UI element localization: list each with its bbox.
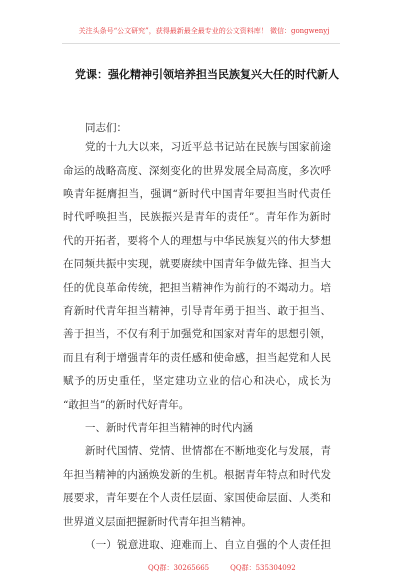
page-header-notice: 关注头条号“公文研究”，获得最新最全最专业的公文资料库！ 微信：gongwenyj (78, 27, 330, 35)
qq-group-1: QQ群：30265665 (148, 564, 210, 572)
page-footer (148, 561, 296, 575)
body-text-line: 时代呼唤担当，民族振兴是青年的责任”。青年作为新时 (63, 211, 331, 224)
salutation: 同志们： (85, 122, 127, 134)
body-text-line: 党的十九大以来，习近平总书记站在民族与国家前途 (85, 141, 331, 154)
body-text-line: 代的开拓者，要将个人的理想与中华民族复兴的伟大梦想 (63, 234, 331, 247)
body-text-line: 任的优良革命传统，把担当精神作为前行的不竭动力。培 (63, 281, 331, 294)
document-body (63, 136, 331, 557)
qq-group-2: QQ群：535304092 (230, 564, 296, 572)
subsection-heading: （一）锐意进取、迎难而上、自立自强的个人责任担 (85, 538, 331, 551)
body-text-line: 新时代国情、党情、世情都在不断地变化与发展，青 (85, 445, 331, 458)
body-text-line: 命运的战略高度、深刻变化的世界发展全局高度，多次呼 (63, 164, 331, 177)
document-title: 党课：强化精神引领培养担当民族复兴大任的时代新人 (75, 68, 339, 81)
body-text-line: 育新时代青年担当精神，引导青年勇于担当、敢于担当、 (63, 305, 331, 318)
header-divider (62, 43, 340, 44)
body-text-line: “敢担当”的新时代好青年。 (63, 398, 190, 411)
body-text-line: 唤青年挺膺担当，强调“新时代中国青年要担当时代责任 (63, 188, 331, 201)
body-text-line: 年担当精神的内涵焕发新的生机。根据青年特点和时代发 (63, 468, 331, 481)
body-text-line: 赋予的历史重任，坚定建功立业的信心和决心，成长为 (63, 375, 331, 388)
body-text-line: 善于担当，不仅有利于加强党和国家对青年的思想引领， (63, 328, 331, 341)
section-heading: 一、新时代青年担当精神的时代内涵 (85, 421, 253, 434)
body-text-line: 在同频共振中实现，就要赓续中国青年争做先锋、担当大 (63, 258, 331, 271)
body-text-line: 而且有利于增强青年的责任感和使命感，担当起党和人民 (63, 351, 331, 364)
body-text-line: 世界道义层面把握新时代青年担当精神。 (63, 515, 252, 528)
body-text-line: 展要求，青年要在个人责任层面、家国使命层面、人类和 (63, 492, 331, 505)
